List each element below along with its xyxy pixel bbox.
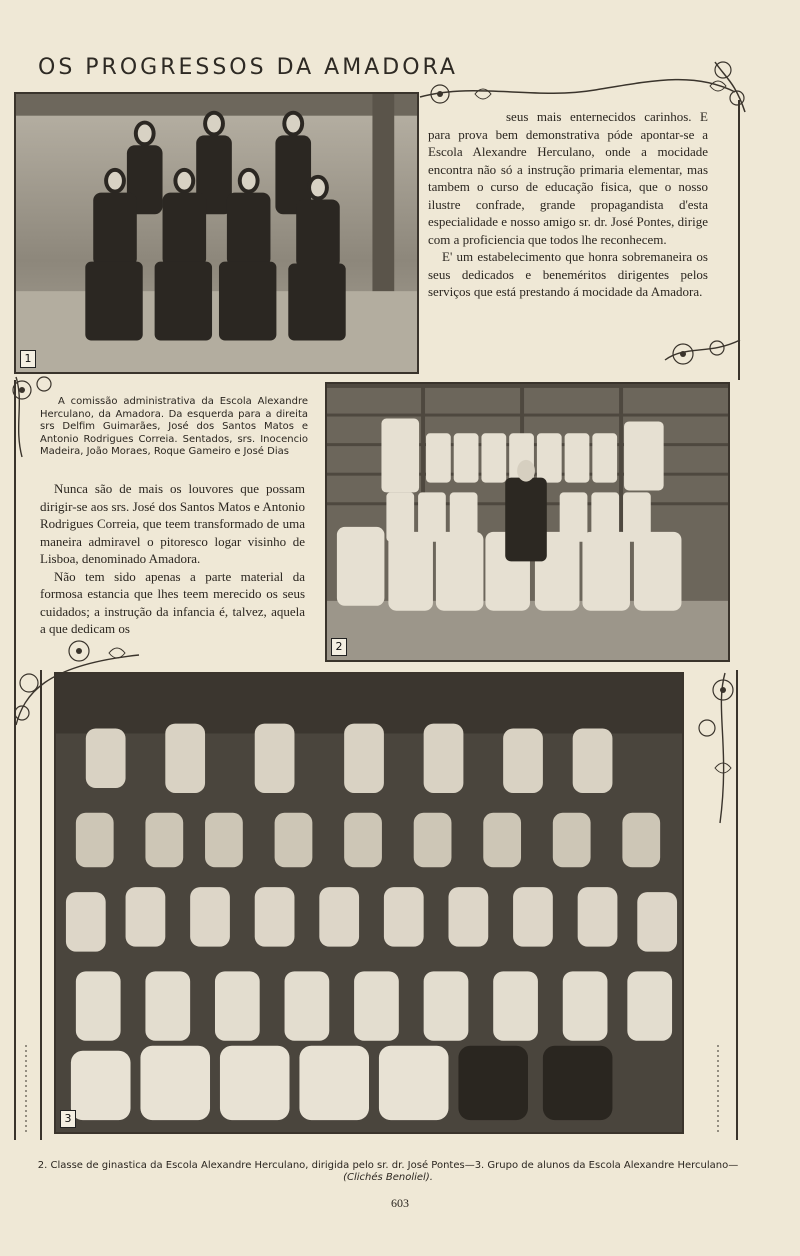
photo-students-group xyxy=(54,672,684,1134)
right-column-text xyxy=(428,108,708,301)
floral-ornament-right-middle xyxy=(655,320,745,390)
floral-ornament-right-lower xyxy=(685,668,745,828)
right-paragraph-1: seus mais enternecidos carinhos. E para prova bem demonstrativa póde apontar-se a Escola Alexandre Herculano, onde a mocidade encontra não só a instrução primaria elementar, mas tambem o curso de educação fisica, que o nosso ilustre confrade, grande propagandista d'esta especialidade e nosso amigo sr. dr. José Pontes, dirige com a proficiencia que todos lhe reconhecem. xyxy=(428,109,708,247)
committee-caption: A comissão administrativa da Escola Alexandre Herculano, da Amadora. Da esquerda para a direita srs Delfim Guimarães, José dos Santos Matos e Antonio Rodrigues Correia. Sentados, srs. Inocencio Madeira, João Moraes, Roque Gameiro e José Dias xyxy=(40,396,308,457)
left-paragraph-1: Nunca são de mais os louvores que possam dirigir-se aos srs. José dos Santos Matos e Antonio Rodrigues Correia, que teem transformado de uma maneira admiravel o pitoresco logar visinho de Lisboa, denominado Amadora. xyxy=(40,481,305,566)
photo-gymnastics-class xyxy=(325,382,730,662)
frame-line-left xyxy=(14,380,16,1140)
left-paragraph-2: Não tem sido apenas a parte material da formosa estancia que lhes teem merecido os seus cuidados; a instrução da infancia é, talvez, aquela a que dedicam os xyxy=(40,568,305,636)
page-headline: OS PROGRESSOS DA AMADORA xyxy=(38,54,458,80)
page-number: 603 xyxy=(391,1196,409,1210)
bottom-caption-text: 2. Classe de ginastica da Escola Alexandre Herculano, dirigida pelo sr. dr. José Pontes—3. Grupo de alunos da Escola Alexandre Herculano— xyxy=(37,1160,739,1171)
floral-ornament-left-lower xyxy=(8,1040,44,1140)
photo-number-2: 2 xyxy=(331,638,347,656)
photo-number-1: 1 xyxy=(20,350,36,368)
floral-ornament-right-bottom xyxy=(700,1040,736,1140)
bottom-caption xyxy=(28,1160,748,1184)
photo-credit: (Clichés Benoliel). xyxy=(343,1172,433,1183)
photo-number-3: 3 xyxy=(60,1110,76,1128)
right-paragraph-2: E' um estabelecimento que honra sobremaneira os seus dedicados e beneméritos dirigentes pelos serviços que está prestando á mocidade da Amadora. xyxy=(428,249,708,299)
left-column-text xyxy=(40,480,305,638)
photo-committee xyxy=(14,92,419,374)
